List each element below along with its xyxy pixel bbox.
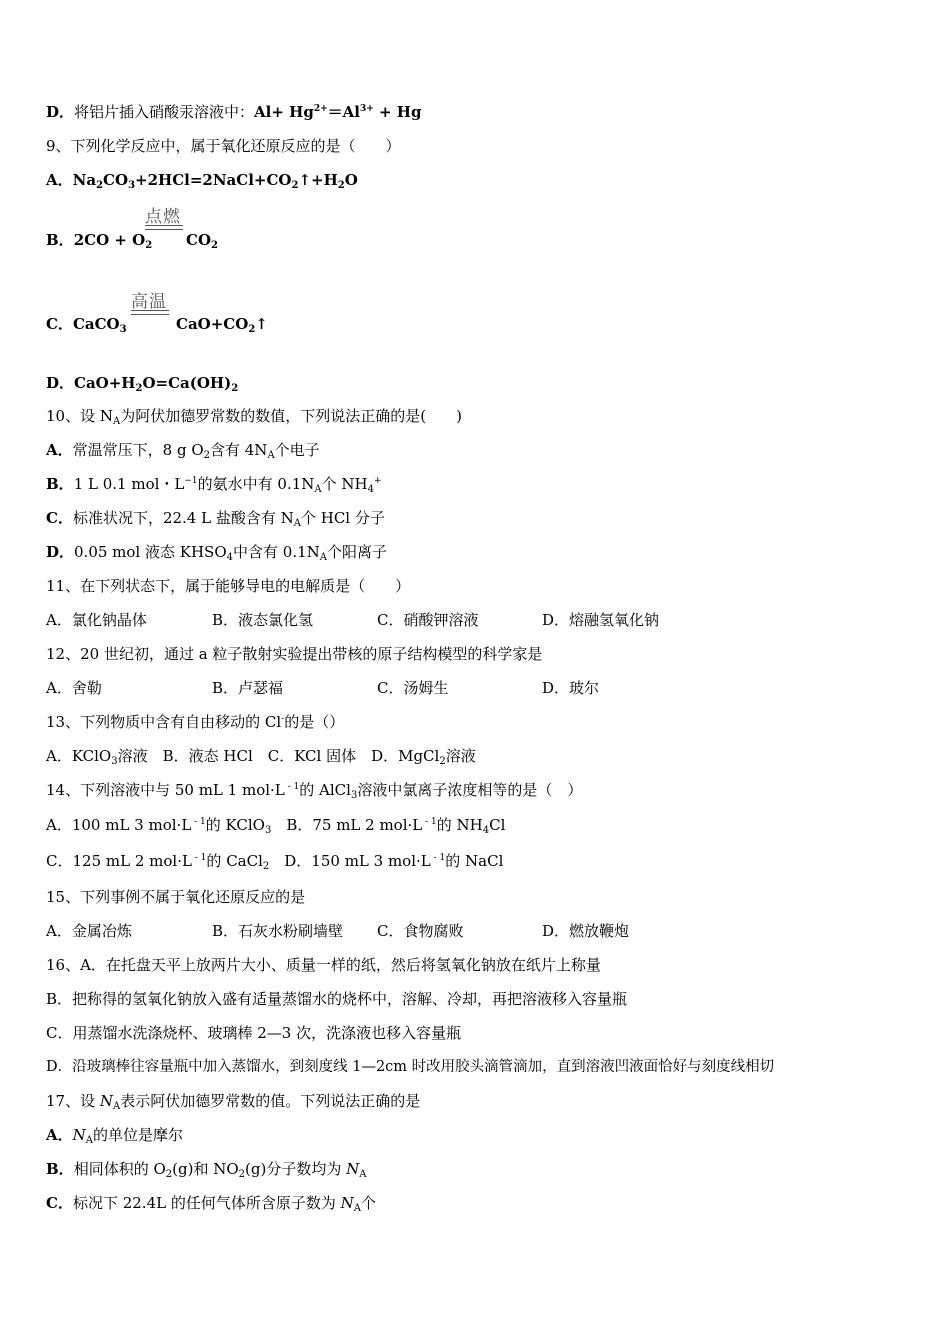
q11-option-b: B．液态氯化氢	[212, 611, 314, 629]
q13-options: A．KClO$_3$溶液 B．液态 HCl C．KCl 固体 D．MgCl$_2$溶液	[46, 747, 476, 767]
q14-stem: 14、下列溶液中与 50 mL 1 mol·L $^{- 1}$的 AlCl$_3$溶液中氯离子浓度相等的是（ ）	[46, 781, 583, 801]
q9-option-c: C．CaCO$_3$	[46, 315, 127, 335]
q14-options-cd: C．125 mL 2 mol·L $^{- 1}$的 CaCl$_2$ D．150 mL 3 mol·L $^{- 1}$的 NaCl	[46, 852, 504, 872]
q12-option-c: C．汤姆生	[377, 679, 449, 697]
q9-option-d: D．$CaO+H_2O=Ca(OH)_2$	[46, 374, 239, 394]
q11-option-d: D．熔融氢氧化钠	[542, 611, 660, 629]
q14-options-ab: A．100 mL 3 mol·L $^{- 1}$的 KClO$_3$ B．75 mL 2 mol·L $^{- 1}$的 $NH_4Cl$	[46, 816, 506, 836]
q16-option-b: B．把称得的氢氧化钠放入盛有适量蒸馏水的烧杯中，溶解、冷却，再把溶液移入容量瓶	[46, 990, 628, 1008]
q17-option-c: C．标况下 22.4L 的任何气体所含原子数为 $N_A$个	[46, 1194, 376, 1214]
q16-option-d: D．沿玻璃棒往容量瓶中加入蒸馏水，到刻度线 1—2cm 时改用胶头滴管滴加，直到溶液凹液面恰好与刻度线相切	[46, 1059, 775, 1075]
q9b-product: $CO_2$	[186, 231, 218, 251]
q9-option-a: A．$Na_2CO_3+2HCl=2NaCl+CO_2↑+H_2O$	[46, 171, 358, 191]
q9c-equals-bottom	[131, 314, 169, 315]
q12-stem: 12、20 世纪初，通过 a 粒子散射实验提出带核的原子结构模型的科学家是	[46, 645, 543, 663]
q9c-equals-top	[131, 310, 169, 311]
q11-option-c: C．硝酸钾溶液	[377, 611, 479, 629]
q10-option-c: C．标准状况下，22.4 L 盐酸含有 $N_A$个 HCl 分子	[46, 509, 385, 529]
q9b-equals-bottom	[145, 229, 183, 230]
q13-stem: 13、下列物质中含有自由移动的 Cl-的是（）	[46, 713, 345, 731]
q10-option-a: A．常温常压下，8 g $O_2$含有 $4N_A$个电子	[46, 441, 320, 461]
q17-option-a: A．$N_A$的单位是摩尔	[46, 1126, 184, 1146]
q17-option-b: B．相同体积的 $O_2(g)$和 $NO_2(g)$分子数均为 $N_A$	[46, 1160, 367, 1180]
q16-option-a: 16、A．在托盘天平上放两片大小、质量一样的纸，然后将氢氧化钠放在纸片上称量	[46, 956, 601, 974]
q15-option-b: B．石灰水粉刷墙壁	[212, 922, 344, 940]
q11-stem: 11、在下列状态下，属于能够导电的电解质是（ ）	[46, 577, 411, 595]
q8-option-d: D．将铝片插入硝酸汞溶液中：$Al+ Hg^{2+}=Al^{3+} + Hg$	[46, 103, 422, 121]
q12-option-a: A．舍勒	[46, 679, 102, 697]
q9b-equals-top	[145, 225, 183, 226]
q15-option-d: D．燃放鞭炮	[542, 922, 630, 940]
q9c-product: $CaO+CO_2↑$	[176, 315, 268, 335]
q10-option-b: B．1 L 0.1 mol・$L^{-1}$的氨水中有 $0.1N_A$个 $NH_4^+$	[46, 475, 382, 495]
q17-stem: 17、设 $N_A$表示阿伏加德罗常数的值。下列说法正确的是	[46, 1092, 421, 1112]
q12-option-d: D．玻尔	[542, 679, 600, 697]
q9c-condition: 高温	[131, 292, 167, 312]
q15-option-a: A．金属冶炼	[46, 922, 132, 940]
q15-stem: 15、下列事例不属于氧化还原反应的是	[46, 888, 306, 906]
q16-option-c: C．用蒸馏水洗涤烧杯、玻璃棒 2—3 次，洗涤液也移入容量瓶	[46, 1024, 462, 1042]
q10-option-d: D．0.05 mol 液态 $KHSO_4$中含有 $0.1N_A$个阳离子	[46, 543, 388, 563]
q12-option-b: B．卢瑟福	[212, 679, 284, 697]
q10-stem: 10、设 $N_A$为阿伏加德罗常数的数值，下列说法正确的是( )	[46, 407, 462, 427]
q9-option-b: B．$2CO + O_2$	[46, 231, 153, 251]
q15-option-c: C．食物腐败	[377, 922, 464, 940]
q9b-condition: 点燃	[145, 207, 181, 227]
q11-option-a: A．氯化钠晶体	[46, 611, 147, 629]
q9-stem: 9、下列化学反应中，属于氧化还原反应的是（ ）	[46, 137, 401, 155]
